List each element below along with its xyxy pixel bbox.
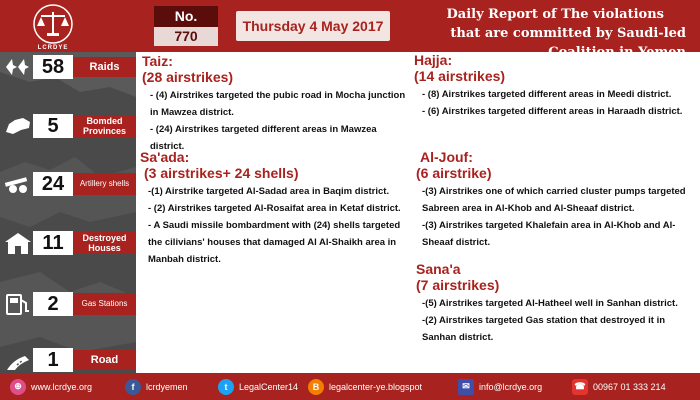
road-icon (3, 348, 33, 372)
region-count: (7 airstrikes) (416, 277, 500, 293)
gas-pump-icon (3, 292, 33, 316)
footer-twitter-text[interactable]: LegalCenter14 (239, 381, 299, 392)
phone-icon: ☎ (572, 379, 588, 395)
stat-label: Artillery shells (73, 173, 136, 195)
yemen-map-icon (3, 114, 33, 138)
stat-gas-stations (0, 292, 136, 316)
twitter-icon: t (218, 379, 234, 395)
list-item: -(1) Airstrike targeted Al-Sadad area in Baqim district. (148, 186, 390, 197)
region-sanaa (416, 261, 700, 346)
report-number-label: No. (154, 6, 218, 27)
stat-raids (0, 55, 136, 79)
stat-houses (0, 231, 136, 255)
list-item: -(3) Airstrikes one of which carried cluster pumps targeted Sabreen area in Al-Khob and Al-Sheaaf district. (422, 186, 686, 214)
list-item: -(2) Airstrikes targeted Gas station that destroyed it in Sanhan district. (422, 315, 666, 343)
region-title: Taiz: (142, 53, 173, 69)
list-item: - (4) Airstrikes targeted the pubic road in Mocha junction in Mawzea district. (150, 90, 406, 118)
footer-blog[interactable] (308, 373, 422, 400)
lcrdye-logo (28, 2, 78, 50)
region-count: (28 airstrikes) (142, 69, 234, 85)
stat-value: 58 (33, 55, 73, 79)
stat-label: Destroyed Houses (73, 232, 136, 254)
footer-facebook-text[interactable]: lcrdyemen (146, 381, 188, 392)
region-saada (140, 149, 412, 268)
house-icon (3, 231, 33, 255)
region-count: (14 airstrikes) (414, 68, 506, 84)
footer-blog-text[interactable]: legalcenter-ye.blogspot (329, 381, 423, 392)
list-item: - (2) Airstrikes targeted Al-Rosaifat area in Ketaf district. (148, 203, 401, 214)
stat-value: 1 (33, 348, 73, 372)
report-number: 770 (154, 27, 218, 46)
report-title-line2: that are committed by Saudi-led Coalition in Yemen (450, 26, 686, 60)
stat-artillery (0, 172, 136, 196)
region-title: Sa'ada: (140, 149, 190, 165)
stat-label: Bomded Provinces (73, 115, 136, 137)
stat-label: Raids (73, 57, 136, 77)
scales-of-justice-icon (28, 2, 78, 50)
list-item: - (8) Airstrikes targeted different areas in Meedi district. (422, 89, 672, 100)
stat-road (0, 348, 136, 372)
blogger-icon: B (308, 379, 324, 395)
contact-footer (0, 373, 700, 400)
region-title: Hajja: (414, 52, 453, 68)
stat-value: 24 (33, 172, 73, 196)
globe-icon: ⊕ (10, 379, 26, 395)
report-date: Thursday 4 May 2017 (236, 11, 390, 41)
region-taiz (142, 53, 412, 155)
list-item: - A Saudi missile bombardment with (24) shells targeted the cilivians' houses that damaged Al Al-Shaikh area in Manbah district. (148, 220, 401, 265)
list-item: -(5) Airstrikes targeted Al-Hatheel well in Sanhan district. (422, 298, 678, 309)
report-title-line1: Daily Report of The violations (446, 7, 664, 22)
footer-facebook[interactable] (125, 373, 188, 400)
footer-twitter[interactable] (218, 373, 298, 400)
logo-label: LCRDYE (37, 45, 69, 51)
report-number-box (154, 6, 218, 46)
region-count: (6 airstrike) (416, 165, 492, 181)
stats-sidebar (0, 52, 136, 373)
list-item: - (24) Airstrikes targeted different areas in Mawzea district. (150, 124, 377, 152)
background-map-graphic (0, 52, 136, 373)
facebook-icon: f (125, 379, 141, 395)
footer-phone-text[interactable]: 00967 01 333 214 (593, 381, 666, 392)
list-item: -(3) Airstrikes targeted Khalefain area in Al-Khob and Al-Sheaaf district. (422, 220, 676, 248)
region-hajja (414, 52, 700, 120)
artillery-icon (3, 172, 33, 196)
region-aljouf (416, 149, 700, 251)
stat-provinces (0, 114, 136, 138)
region-title: Al-Jouf: (420, 149, 473, 165)
stat-value: 5 (33, 114, 73, 138)
footer-email-text[interactable]: info@lcrdye.org (479, 381, 543, 392)
jets-icon (3, 55, 33, 79)
stat-value: 11 (33, 231, 73, 255)
footer-phone[interactable] (572, 373, 666, 400)
region-title: Sana'a (416, 261, 461, 277)
footer-website[interactable] (10, 373, 92, 400)
stat-label: Gas Stations (73, 293, 136, 315)
region-count: (3 airstrikes+ 24 shells) (144, 165, 299, 181)
stat-label: Road (73, 350, 136, 370)
list-item: - (6) Airstrikes targeted different areas in Haraadh district. (422, 106, 683, 117)
stat-value: 2 (33, 292, 73, 316)
mail-icon: ✉ (458, 379, 474, 395)
footer-email[interactable] (458, 373, 542, 400)
footer-website-text[interactable]: www.lcrdye.org (31, 381, 93, 392)
